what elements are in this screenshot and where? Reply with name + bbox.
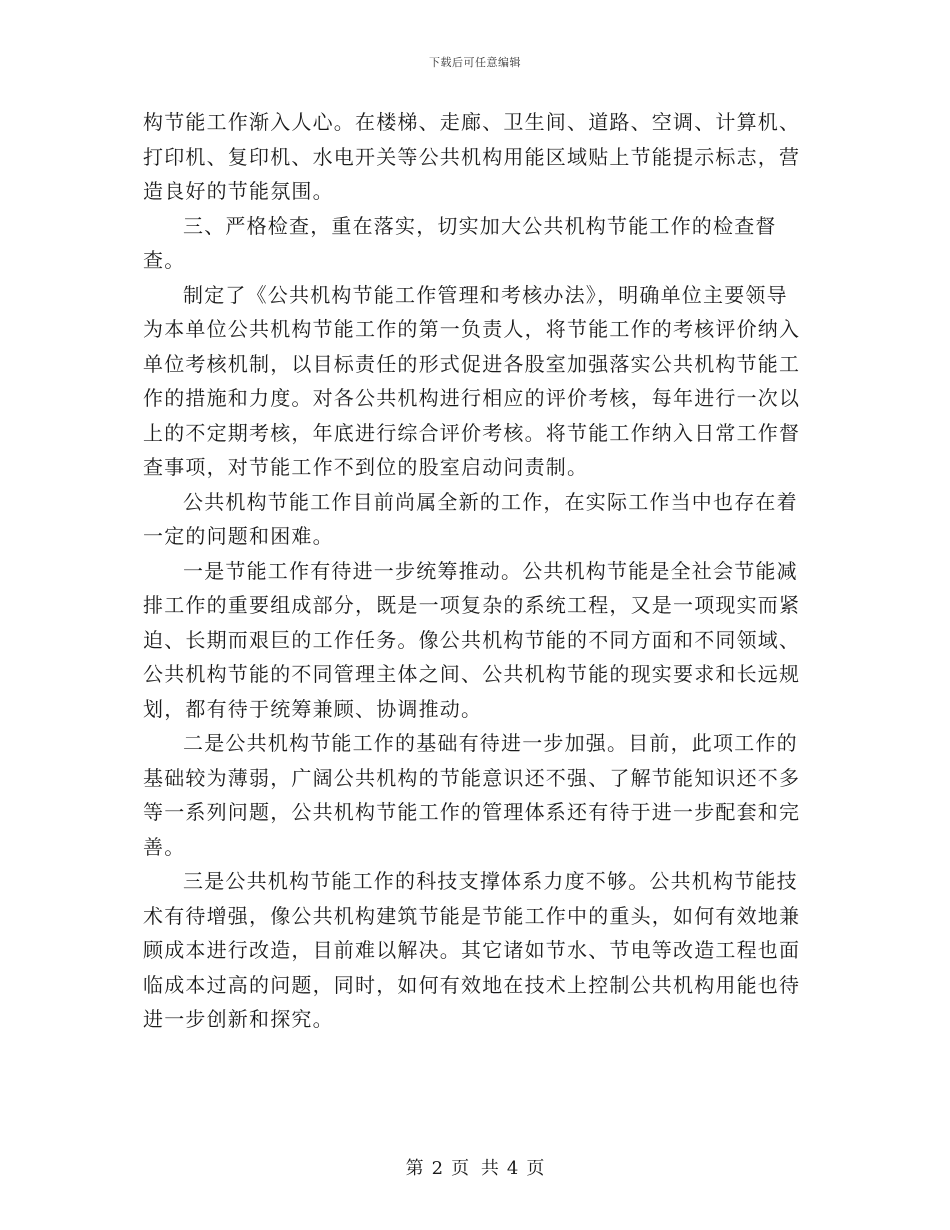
page-header: 下载后可任意编辑 bbox=[429, 56, 521, 69]
paragraph-2: 三、严格检查，重在落实，切实加大公共机构节能工作的检查督查。 bbox=[143, 213, 777, 272]
footer-prefix: 第 bbox=[405, 1158, 424, 1179]
footer-middle: 页 共 bbox=[451, 1158, 499, 1179]
body-text bbox=[143, 105, 807, 1037]
paragraph-6: 二是公共机构节能工作的基础有待进一步加强。目前，此项工作的基础较为薄弱，广阔公共机构的节能意识还不强、了解节能知识还不多等一系列问题，公共机构节能工作的管理体系还有待于进一步配套和完善。 bbox=[143, 731, 801, 859]
paragraph-7: 三是公共机构节能工作的科技支撑体系力度不够。公共机构节能技术有待增强，像公共机构建筑节能是节能工作中的重头，如何有效地兼顾成本进行改造，目前难以解决。其它诸如节水、节电等改造工程也面临成本过高的问题，同时，如何有效地在技术上控制公共机构用能也待进一步创新和探究。 bbox=[143, 869, 801, 1031]
paragraph-5: 一是节能工作有待进一步统筹推动。公共机构节能是全社会节能减排工作的重要组成部分，既是一项复杂的系统工程，又是一项现实而紧迫、长期而艰巨的工作任务。像公共机构节能的不同方面和不同领域、公共机构节能的不同管理主体之间、公共机构节能的现实要求和长远规划，都有待于统筹兼顾、协调推动。 bbox=[143, 558, 801, 721]
footer-suffix: 页 bbox=[526, 1158, 545, 1179]
footer-total-pages: 4 bbox=[506, 1158, 519, 1179]
page-footer bbox=[0, 1154, 950, 1180]
footer-page-number: 2 bbox=[431, 1158, 444, 1179]
paragraph-1: 构节能工作渐入人心。在楼梯、走廊、卫生间、道路、空调、计算机、打印机、复印机、水电开关等公共机构用能区域贴上节能提示标志，营造良好的节能氛围。 bbox=[143, 110, 801, 203]
paragraph-4: 公共机构节能工作目前尚属全新的工作，在实际工作当中也存在着一定的问题和困难。 bbox=[143, 489, 798, 548]
paragraph-3: 制定了《公共机构节能工作管理和考核办法》，明确单位主要领导为本单位公共机构节能工作的第一负责人，将节能工作的考核评价纳入单位考核机制，以目标责任的形式促进各股室加强落实公共机构节能工作的措施和力度。对各公共机构进行相应的评价考核，每年进行一次以上的不定期考核，年底进行综合评价考核。将节能工作纳入日常工作督查事项，对节能工作不到位的股室启动问责制。 bbox=[143, 282, 801, 479]
